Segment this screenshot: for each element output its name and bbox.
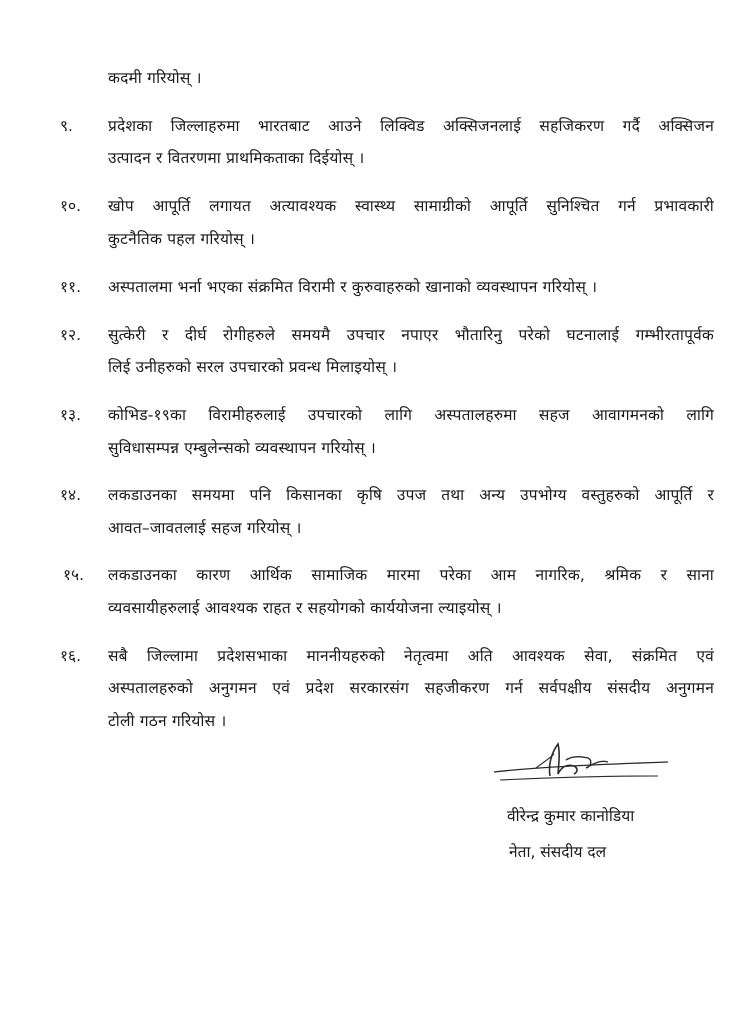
continuation-line: कदमी गरियोस् ।: [108, 69, 202, 87]
signatory-title: नेता, संसदीय दल: [509, 843, 607, 861]
item-number-9: ९.: [60, 117, 73, 135]
item-10-line-2: कुटनैतिक पहल गरियोस् ।: [108, 230, 256, 248]
item-16-line-1: सबै जिल्लामा प्रदेशसभाका माननीयहरुको नेतृत्वमा अति आवश्यक सेवा, संक्रमित एवं: [108, 647, 714, 665]
item-16-line-3: टोली गठन गरियोस ।: [108, 712, 227, 730]
item-9-line-2: उत्पादन र वितरणमा प्राथमिकताका दिईयोस् ।: [108, 149, 365, 167]
item-number-15: १५.: [63, 566, 85, 584]
item-10-line-1: खोप आपूर्ति लगायत अत्यावश्यक स्वास्थ्य सामाग्रीको आपूर्ति सुनिश्चित गर्न प्रभावकारी: [108, 197, 714, 215]
item-9-line-1: प्रदेशका जिल्लाहरुमा भारतबाट आउने लिक्विड अक्सिजनलाई सहजिकरण गर्दै अक्सिजन: [108, 117, 714, 135]
handwritten-signature: [488, 738, 678, 798]
item-number-16: १६.: [60, 647, 82, 665]
item-15-line-1: लकडाउनका कारण आर्थिक सामाजिक मारमा परेका आम नागरिक, श्रमिक र साना: [108, 566, 714, 584]
item-14-line-1: लकडाउनका समयमा पनि किसानका कृषि उपज तथा अन्य उपभोग्य वस्तुहरुको आपूर्ति र: [108, 486, 714, 504]
item-number-11: ११.: [60, 278, 82, 296]
item-number-10: १०.: [60, 197, 82, 215]
item-number-14: १४.: [60, 486, 82, 504]
item-12-line-2: लिई उनीहरुको सरल उपचारको प्रवन्ध मिलाइयोस् ।: [108, 358, 398, 376]
item-14-line-2: आवत–जावतलाई सहज गरियोस् ।: [108, 519, 302, 537]
item-13-line-1: कोभिड-१९का विरामीहरुलाई उपचारको लागि अस्पतालहरुमा सहज आवागमनको लागि: [108, 406, 714, 424]
item-number-13: १३.: [60, 406, 82, 424]
item-11-line-1: अस्पतालमा भर्ना भएका संक्रमित विरामी र कुरुवाहरुको खानाको व्यवस्थापन गरियोस् ।: [108, 278, 598, 296]
item-12-line-1: सुत्केरी र दीर्घ रोगीहरुले समयमै उपचार नपाएर भौतारिनु परेको घटनालाई गम्भीरतापूर्वक: [108, 326, 714, 344]
item-16-line-2: अस्पतालहरुको अनुगमन एवं प्रदेश सरकारसंग सहजीकरण गर्न सर्वपक्षीय संसदीय अनुगमन: [108, 679, 714, 697]
item-13-line-2: सुविधासम्पन्न एम्बुलेन्सको व्यवस्थापन गरियोस् ।: [108, 439, 376, 457]
item-number-12: १२.: [60, 326, 82, 344]
signatory-name: वीरेन्द्र कुमार कानोडिया: [507, 807, 635, 825]
item-15-line-2: व्यवसायीहरुलाई आवश्यक राहत र सहयोगको कार्ययोजना ल्याइयोस् ।: [108, 599, 502, 617]
